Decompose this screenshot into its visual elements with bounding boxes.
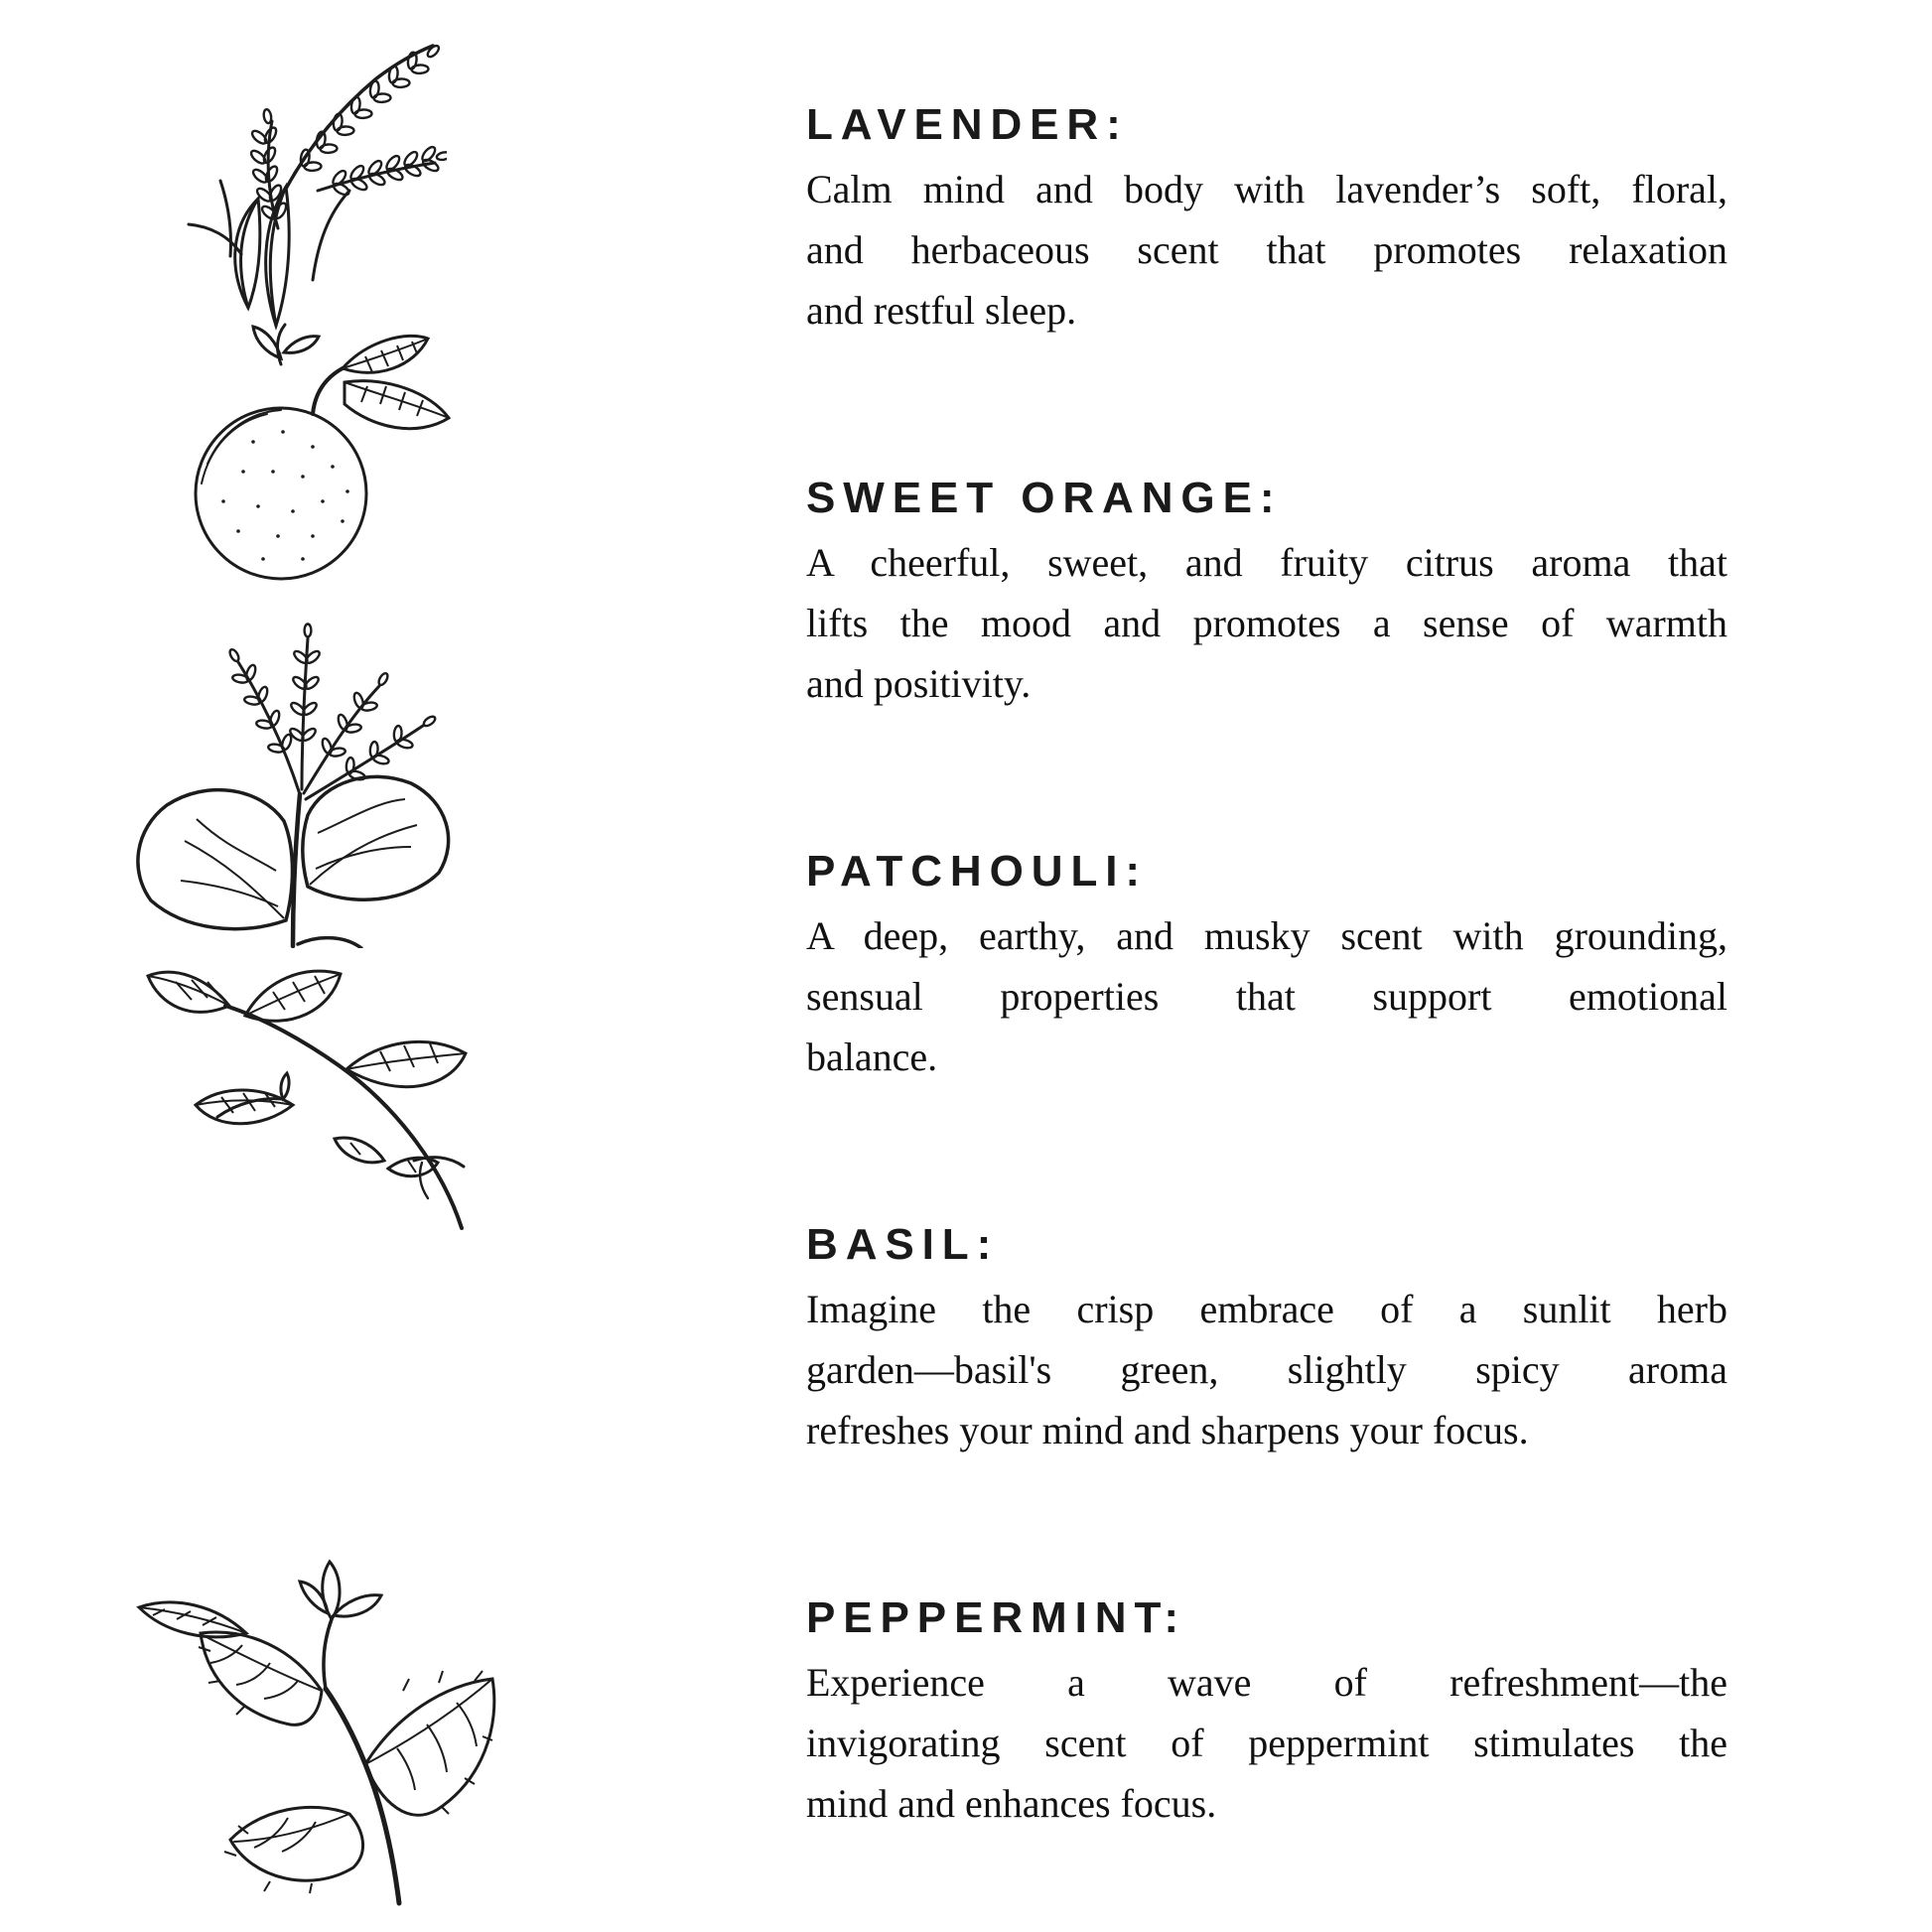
sweet-orange-illustration [164, 323, 452, 591]
body-line: A deep, earthy, and musky scent with grounding, [806, 913, 1727, 958]
basil-illustration [134, 948, 491, 1231]
body-line: invigorating scent of peppermint stimulates the [806, 1721, 1727, 1765]
body-line: balance. [806, 1035, 938, 1079]
body-line: refreshes your mind and sharpens your focus. [806, 1408, 1529, 1452]
patchouli-description [806, 905, 1727, 1087]
body-line: lifts the mood and promotes a sense of warmth [806, 601, 1727, 645]
basil-heading: BASIL: [806, 1220, 1000, 1269]
body-line: A cheerful, sweet, and fruity citrus aroma that [806, 540, 1727, 585]
basil-sprig-icon [134, 948, 491, 1231]
lavender-heading: LAVENDER: [806, 100, 1129, 149]
body-line: Calm mind and body with lavender’s soft, floral, [806, 167, 1727, 211]
body-line: mind and enhances focus. [806, 1781, 1217, 1826]
lavender-illustration [129, 20, 447, 333]
peppermint-description [806, 1652, 1727, 1834]
sweet-orange-description [806, 532, 1727, 714]
lavender-description [806, 159, 1727, 341]
section-sweet-orange [806, 473, 1727, 714]
lavender-plant-icon [129, 20, 447, 333]
peppermint-heading: PEPPERMINT: [806, 1593, 1186, 1642]
section-basil [806, 1219, 1727, 1460]
body-line: sensual properties that support emotional [806, 974, 1727, 1019]
body-line: Experience a wave of refreshment—the [806, 1660, 1727, 1705]
patchouli-illustration [89, 591, 467, 948]
body-line: Imagine the crisp embrace of a sunlit herb [806, 1287, 1727, 1331]
sweet-orange-heading: SWEET ORANGE: [806, 474, 1283, 522]
body-line: and restful sleep. [806, 288, 1077, 333]
section-peppermint [806, 1592, 1727, 1834]
section-lavender [806, 99, 1727, 341]
patchouli-heading: PATCHOULI: [806, 847, 1148, 896]
body-line: and positivity. [806, 661, 1032, 706]
orange-fruit-icon [164, 323, 452, 591]
patchouli-plant-icon [89, 591, 467, 948]
section-patchouli [806, 846, 1727, 1087]
basil-description [806, 1279, 1727, 1460]
peppermint-illustration [99, 1514, 536, 1906]
peppermint-sprig-icon [99, 1514, 536, 1906]
body-line: garden—basil's green, slightly spicy aroma [806, 1347, 1727, 1392]
body-line: and herbaceous scent that promotes relaxation [806, 227, 1727, 272]
